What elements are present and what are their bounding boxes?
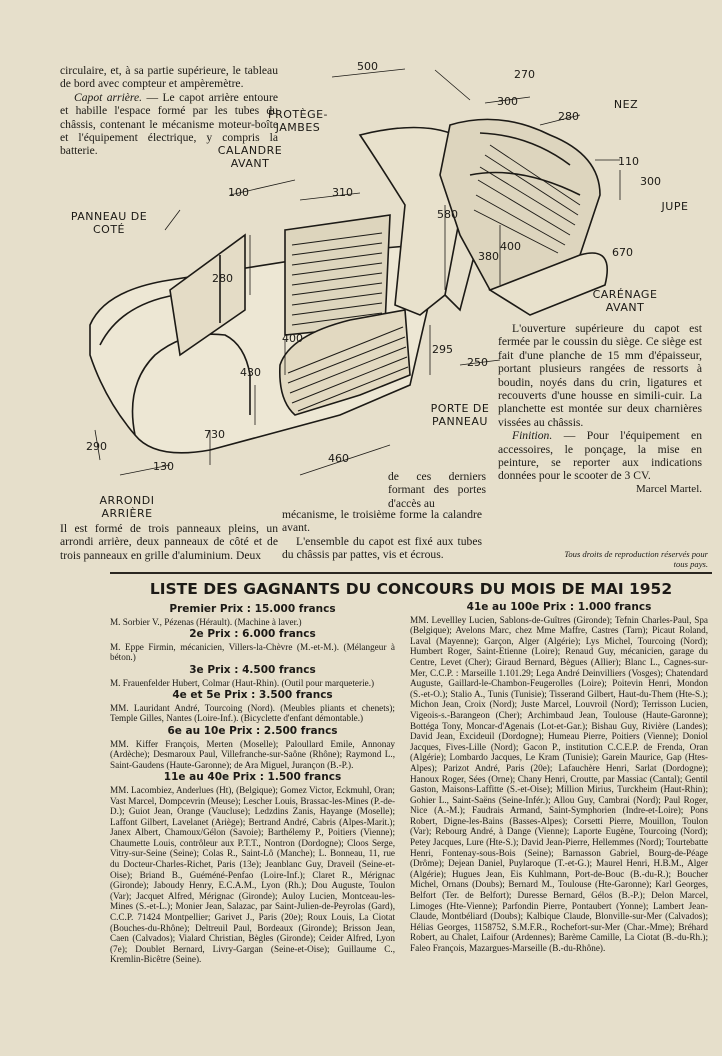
- dim-430: 430: [240, 366, 261, 379]
- paragraph-mecanisme: mécanisme, le troisième forme la calandre avant.: [282, 508, 482, 535]
- prize-6-text: MM. Kiffer François, Merten (Moselle); Paloullard Emile, Annonay (Ardèche); Desmaroux Paul, Villefranche-sur-Saône (Rhône); Raymond L., Saint-Gaudens (Haute-Garonne); de Ara Miguel, Jurançon (B.-P.).: [110, 738, 395, 770]
- label-nez: NEZ: [613, 98, 639, 111]
- label-carenage-avant: CARÉNAGE AVANT: [592, 288, 658, 314]
- bottom-mid-text-1: de ces derniers formant des portes d'accès au: [388, 470, 486, 510]
- prize-1-text: M. Sorbier V., Pézenas (Hérault). (Machine à laver.): [110, 616, 302, 627]
- dim-300a: 300: [497, 95, 518, 108]
- prize-2-heading: 2e Prix : 6.000 francs: [189, 628, 316, 641]
- capot-arriere-body: — Le capot arrière entoure et habille l'espace formé par les tubes du châssis, contenant le mécanisme moteur-boîte et l'équipement électrique, y compris la batterie.: [60, 90, 278, 158]
- dim-130: 130: [153, 460, 174, 473]
- dim-730: 730: [204, 428, 225, 441]
- dim-500: 500: [357, 60, 378, 73]
- author-signature: Marcel Martel.: [636, 482, 702, 495]
- prize-11-text: MM. Lacombiez, Anderlues (Ht), (Belgique); Gomez Victor, Eckmuhl, Oran; Vast Marcel, Dompcevrin (Meuse); Lescher Louis, Brassac-les-Mines (P.-de-D.); Guiot Jean, Orange (Vaucluse); Ledzdins Zanis, Hayange (Moselle); Laffont Gilbert, Lavelanet (Ariège); Bertrand André, Cabris (Alpes-Marit.); Janex Albert, Chamoux/Gélon (Savoie); Barthélemy P., Poitiers (Vienne); Chaumette Louis, contrôleur aux P.T.T., Nontron (Dordogne); Cloos Serge, Vitry-sur-Seine (Seine); Colas R., Saint-Lô (Manche); L. Bonneau, 11, rue du Docteur-Charles-Richet, Paris (13e); Jeanblanc Guy, Draveil (Seine-et-Oise); Briand B., Guéméné-Penfao (Loire-Inf.); Claret R., Mérignac (Gironde); Jaboudy Henry, E.C.A.M., Lyon (Rh.); Dou Auguste, Toulon (Var); Jacquet Alfred, Mérignac (Gironde); Auloy Lucien, Montceau-les-Mines (S.-et-L.); Monier Jean, Salazac, par Saint-Julien-de-Peyrolas (Gard), C.C.P. 71424 Montpellier; Garivet J., Paris (20e); Roux Louis, La Ciotat (Bouches-du-Rhône); Deltreuil Paul, Bordeaux (Gironde); Brisson Jean, Caen (Calvados); Vialard Christian, Bègles (Gironde); Ceider Alfred, Lyon (7e); Doublet Bernard, Livry-Gargan (Seine-et-Oise); Guillaume C., Kremlin-Bicêtre (Seine).: [110, 784, 395, 965]
- dim-290: 290: [86, 440, 107, 453]
- winners-box: [110, 572, 712, 1056]
- paragraph-tableau: circulaire, et, à sa partie supérieure, le tableau de bord avec compteur et ampèremètre.: [60, 64, 278, 91]
- dim-110: 110: [618, 155, 639, 168]
- label-arrondi-arriere: ARRONDI ARRIÈRE: [99, 494, 155, 520]
- prize-4-text: MM. Lauridant André, Tourcoing (Nord). (Meubles pliants et chenets); Temple Gilles, Nantes (Loire-Inf.). (Bicyclette d'enfant démontable.): [110, 702, 395, 724]
- dim-580: 580: [437, 208, 458, 221]
- prize-41-heading: 41e au 100e Prix : 1.000 francs: [466, 601, 652, 613]
- finition-lead: Finition.: [512, 429, 553, 443]
- dim-310: 310: [332, 186, 353, 199]
- right-text: [498, 322, 702, 496]
- dim-400a: 400: [500, 240, 521, 253]
- prize-6-heading: 6e au 10e Prix : 2.500 francs: [167, 724, 338, 737]
- winners-left-column: [110, 602, 395, 967]
- dim-300b: 300: [640, 175, 661, 188]
- dim-280b: 280: [212, 272, 233, 285]
- prize-41-text: MM. Levellley Lucien, Sablons-de-Guîtres (Gironde); Tefnin Charles-Paul, Spa (Belgique); Avelons Marc, chez Mme Maffre, Castres (Tarn); Picaut Roland, Laval (Mayenne); Garçon, Alger (Algérie); Lys Michel, Tourcoing (Nord); Humbert Roger, Saint-Etienne (Loire); Renaud Guy, mécanicien, garage du Centre, Levet (Cher); Giraud Bernard, Bègues (Allier); Blanc L., Cagnes-sur-Mer, C.C.P. : Marseille 1.101.29; Lega André Deinvilliers (Vosges); Chatendard Auguste, Gaillard-le-Chambon-Feugerolles (Loire); Poitevin Henri, Mondon (S.-et-O.); Stalio A., Tunis (Tunisie); Tisserand Gilbert, Haut-du-Them (Hte-S.); Michon Jean, Croix (Nord); Juste Marcel, Louvroil (Nord); Terrisson Lucien, Vigeois-s.-Barangeon (Cher); Archimbaud Jean, Toulouse (Haute-Garonne); Bottéga Tony, Moncar-d'Agenais (Lot-et-Gar.); Bishau Guy, Rivière (Landes); David Jean, Excideuil (Dordogne); Humeau Pierre, Poitiers (Vienne); Doniol Jacques, Fives-Lille (Nord); Gacon P., institution C.C.E.P. de Frenda, Oran (Algérie); Lombardo Jacques, Le Kram (Tunisie); Garein Maurice, Gap (Htes-Alpes); Parizot André, Paris (20e); Lafauchère Henri, Sarlat (Dordogne); Hanoux Roger, Sées (Orne); Chany Henri, Croutte, par Massiac (Cantal); Gentil Gaston, Maisons-Laffitte (S.-et-Oise); Million Mirius, Turckheim (Haut-Rhin); Gohier L., Saint-Saëns (Seine-Infér.); Allou Guy, Cambrai (Nord); Paul Roger, Nice (A.-M.); Faudrais Armand, Saint-Symphorien (Indre-et-Loire); Pons Robert, Digne-les-Bains (Basses-Alpes); Corsetti Pierre, Mouillon, Toulon (Var); Rebourg André, à Dange (Vienne); Laporte Eugène, Tourcoing (Nord); Petey Jacques, Lure (Hte-S.); David Jean-Pierre, Hellemmes (Nord); Tourtebatte Henri, Fontenay-sous-Bois (Seine); Barnasson Gabriel, Bourg-de-Péage (Drôme); Dejean Daniel, Puylaroque (T.-et-G.); Maurel Henri, H.B.M., Alger (Algérie); Hugues Jean, Eis Kuhlmann, Port-de-Bouc (B.-du-R.); Boucher Michel, Ornans (Doubs); Bernard M., Toulouse (Hte-Garonne); Karl Georges, Belfort (Ter. de Belfort); Duresse Bernard, Gélos (B.-P.); Delon Marcel, Limoges (Hte-Vienne); Parfondin Pierre, Pontaubert (Yonne); Lambert Jean-Claude, Montbéliard (Doubs); Kalbique Claude, Blonville-sur-Mer (Calvados); Hélias Georges, 1158752, S.M.F.R., Rochefort-sur-Mer (Char.-Mme); Bréhard Robert, au Chalet, Laifour (Ardennes); Barème Camille, La Ciotat (B.-du-Rh.); Faleo François, Mazargues-Marseille (B.-du-Rhône).: [410, 614, 708, 953]
- winners-right-column: [410, 600, 708, 956]
- label-panneau-de-cote: PANNEAU DE COTÉ: [70, 210, 148, 236]
- bottom-left-text: Il est formé de trois panneaux pleins, un arrondi arrière, deux panneaux de côté et de trois panneaux en grille d'aluminium. Deux: [60, 522, 278, 562]
- bottom-mid-text-2: [282, 508, 482, 562]
- dim-400b: 400: [282, 332, 303, 345]
- rights-note: Tous droits de reproduction réservés pour tous pays.: [564, 549, 708, 569]
- dim-280a: 280: [558, 110, 579, 123]
- prize-11-heading: 11e au 40e Prix : 1.500 francs: [163, 771, 342, 784]
- dim-380: 380: [478, 250, 499, 263]
- paragraph-ensemble: L'ensemble du capot est fixé aux tubes du châssis par pattes, vis et écrous.: [282, 534, 482, 562]
- dim-295: 295: [432, 343, 453, 356]
- prize-3-text: M. Frauenfelder Hubert, Colmar (Haut-Rhin). (Outil pour marqueterie.): [110, 677, 375, 688]
- paragraph-finition: [498, 429, 702, 483]
- dim-100: 100: [228, 186, 249, 199]
- label-protege-jambes: PROTÈGE-JAMBES: [267, 108, 329, 134]
- label-porte-de-panneau: PORTE DE PANNEAU: [430, 402, 490, 428]
- prize-1-heading: Premier Prix : 15.000 francs: [169, 603, 336, 615]
- dim-460: 460: [328, 452, 349, 465]
- finition-body: — Pour l'équipement en accessoires, le ponçage, la mise en peinture, se reporter aux indications données pour le scooter de 3 CV.: [498, 429, 702, 483]
- paragraph-ouverture: L'ouverture supérieure du capot est fermée par le coussin du siège. Ce siège est fait d'une planche de 15 mm d'épaisseur, portant plusieurs rangées de ressorts à boudin, noyés dans du crin, ligatures et recouverts d'une housse en simili-cuir. La planchette est montée sur deux charnières vissées au châssis.: [498, 322, 702, 429]
- label-calandre-avant: CALANDRE AVANT: [217, 144, 283, 170]
- capot-arriere-lead: Capot arrière.: [74, 90, 143, 104]
- prize-4-heading: 4e et 5e Prix : 3.500 francs: [172, 689, 333, 702]
- label-jupe: JUPE: [661, 200, 689, 213]
- winners-title: LISTE DES GAGNANTS DU CONCOURS DU MOIS DE MAI 1952: [149, 580, 673, 598]
- prize-3-heading: 3e Prix : 4.500 francs: [189, 663, 316, 676]
- dim-670: 670: [612, 246, 633, 259]
- prize-2-text: M. Eppe Firmin, mécanicien, Villers-la-Chèvre (M.-et-M.). (Mélangeur à béton.): [110, 641, 395, 663]
- dim-270: 270: [514, 68, 535, 81]
- dim-250: 250: [467, 356, 488, 369]
